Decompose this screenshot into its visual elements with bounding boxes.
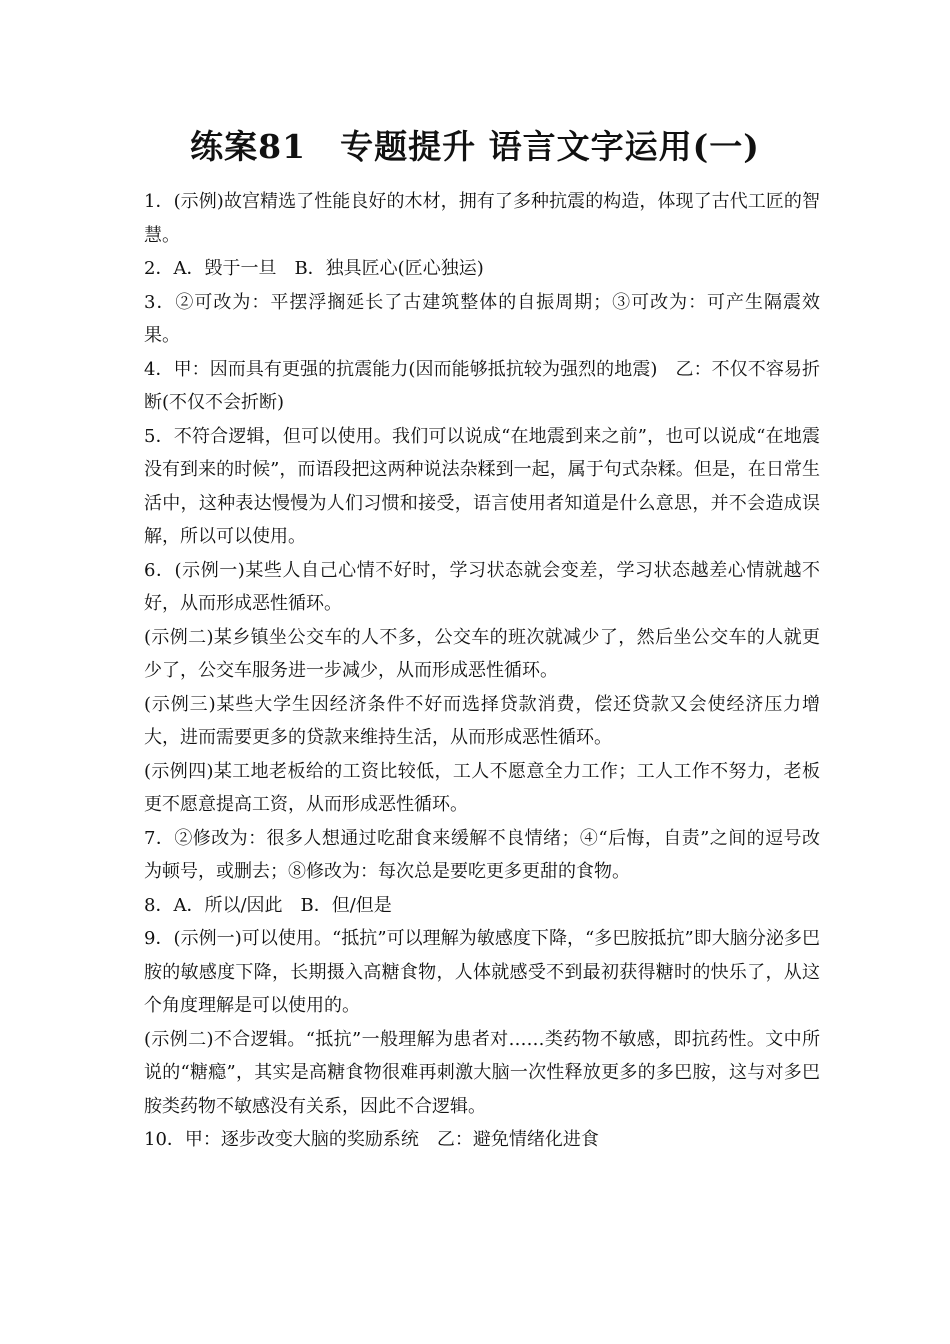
answer-paragraph: (示例三)某些大学生因经济条件不好而选择贷款消费，偿还贷款又会使经济压力增大，进而需要更多的贷款来维持生活，从而形成恶性循环。 xyxy=(144,693,820,748)
answer-paragraph: 8．A．所以/因此 B．但/但是 xyxy=(144,894,392,916)
answer-paragraph: 2．A．毁于一旦 B．独具匠心(匠心独运) xyxy=(144,258,484,279)
answer-paragraph: (示例四)某工地老板给的工资比较低，工人不愿意全力工作；工人工作不努力，老板更不愿意提高工资，从而形成恶性循环。 xyxy=(144,760,820,815)
answer-paragraph: (示例二)某乡镇坐公交车的人不多，公交车的班次就减少了，然后坐公交车的人就更少了，公交车服务进一步减少，从而形成恶性循环。 xyxy=(144,626,820,681)
answer-paragraph: 6．(示例一)某些人自己心情不好时，学习状态就会变差，学习状态越差心情就越不好，从而形成恶性循环。 xyxy=(144,559,820,614)
page-title: 练案81 专题提升 语言文字运用(一) xyxy=(190,127,760,166)
answer-paragraph: 10．甲：逐步改变大脑的奖励系统 乙：避免情绪化进食 xyxy=(144,1129,599,1150)
answer-paragraph: 4．甲：因而具有更强的抗震能力(因而能够抵抗较为强烈的地震) 乙：不仅不容易折断(不仅不会折断) xyxy=(144,358,820,413)
answer-paragraph: 9．(示例一)可以使用。“抵抗”可以理解为敏感度下降，“多巴胺抵抗”即大脑分泌多巴胺的敏感度下降，长期摄入高糖食物，人体就感受不到最初获得糖时的快乐了，从这个角度理解是可以使用的。 xyxy=(144,928,820,1016)
answer-paragraph: 3．②可改为：平摆浮搁延长了古建筑整体的自振周期；③可改为：可产生隔震效果。 xyxy=(144,291,820,346)
answer-paragraph: 7．②修改为：很多人想通过吃甜食来缓解不良情绪；④“后悔，自责”之间的逗号改为顿号，或删去；⑧修改为：每次总是要吃更多更甜的食物。 xyxy=(144,827,820,882)
answer-paragraph: (示例二)不合逻辑。“抵抗”一般理解为患者对……类药物不敏感，即抗药性。文中所说的“糖瘾”，其实是高糖食物很难再刺激大脑一次性释放更多的多巴胺，这与对多巴胺类药物不敏感没有关系，因此不合逻辑。 xyxy=(144,1028,820,1117)
answer-paragraph: 1．(示例)故宫精选了性能良好的木材，拥有了多种抗震的构造，体现了古代工匠的智慧。 xyxy=(144,191,820,246)
answer-paragraph: 5．不符合逻辑，但可以使用。我们可以说成“在地震到来之前”，也可以说成“在地震没有到来的时候”，而语段把这两种说法杂糅到一起，属于句式杂糅。但是，在日常生活中，这种表达慢慢为人们习惯和接受，语言使用者知道是什么意思，并不会造成误解，所以可以使用。 xyxy=(144,425,820,547)
answer-list xyxy=(144,185,820,1157)
